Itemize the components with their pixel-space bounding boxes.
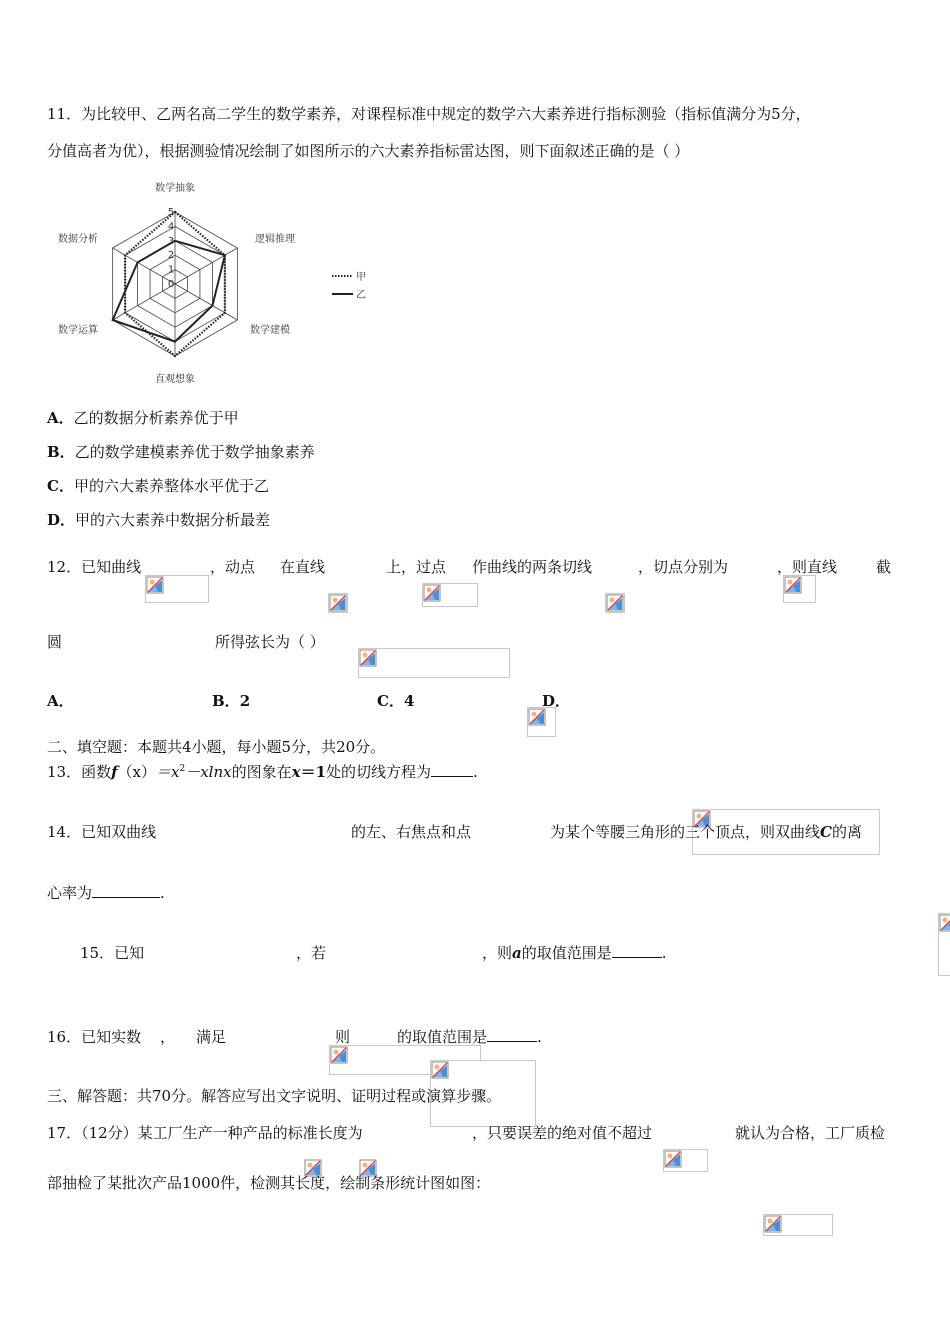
q15-t3: ，则 [482,944,513,962]
q16-comma: ， [160,1028,176,1046]
formula-image [527,707,556,737]
q12-text-8: 截 [876,558,892,576]
axis-label: 数学建模 [250,325,290,336]
axis-label: 数据分析 [58,234,98,245]
q17-text-3: 就认为合格，工厂质检 [735,1124,886,1142]
broken-image-icon [329,594,347,612]
q16-text-4 [397,1026,542,1047]
q14-t3: 为某个等腰三角形的三个顶点，则双曲线 [550,823,821,841]
tick-label: 2 [167,250,175,262]
q12-text-10: 所得弦长为（ ） [215,633,325,651]
answer-blank [612,943,662,958]
formula-image [663,1149,708,1172]
q13-f: f [111,763,118,781]
q14-line2 [47,882,165,903]
q12-text-5: 作曲线的两条切线 [472,558,593,576]
formula-image [145,575,209,603]
option-letter: D． [542,692,571,710]
q14-text-1: 14．已知双曲线 [47,823,157,841]
q15-text-3 [482,942,667,963]
q12-text-2: ，动点 [210,558,256,576]
q11-line2: 分值高者为优），根据测验情况绘制了如图所示的六大素养指标雷达图，则下面叙述正确的是（ ） [47,142,690,160]
q17-text-1: 17．（12分）某工厂生产一种产品的标准长度为 [47,1124,363,1142]
formula-image [422,583,478,607]
q13-x1: （x） [117,763,157,781]
broken-image-icon [146,576,164,594]
tick-label: 5 [167,207,175,218]
q12-option-b [212,690,250,711]
q14-text-2: 的左、右焦点和点 [351,823,472,841]
q12-text-3: 在直线 [280,558,326,576]
broken-image-icon [939,914,950,932]
formula-image [358,648,510,678]
option-letter: A． [47,409,74,427]
tick-label: 4 [167,221,175,233]
q16-text-2: 满足 [196,1028,227,1046]
q16-text-3: 则 [335,1028,351,1046]
q16-end: . [537,1028,542,1046]
option-letter: C． [47,477,74,495]
q15-text-1: 15．已知 [80,944,145,962]
option-text: 乙的数据分析素养优于甲 [73,409,239,427]
broken-image-icon [784,576,802,594]
section-2-heading: 二、填空题：本题共4小题，每小题5分，共20分。 [47,738,386,756]
axis-label: 数学运算 [58,325,98,336]
formula-image [328,593,348,613]
q15-text-2: ，若 [296,944,327,962]
q12-text-7: ，则直线 [777,558,838,576]
q13-eq: ＝x [156,763,180,781]
q12-option-c [377,690,414,711]
grid-spoke [175,248,237,284]
q13-rest: －xlnx [185,763,232,781]
radar-chart [40,176,380,388]
option-letter: A． [47,692,74,710]
option-text: 4 [403,692,415,710]
broken-image-icon [664,1150,682,1168]
option-letter: C． [377,692,404,710]
legend-label: 甲 [356,272,366,283]
broken-image-icon [431,1061,449,1079]
q11-option-c [47,475,269,496]
option-text: 2 [239,692,251,710]
q17-line2: 部抽检了某批次产品1000件，检测其长度，绘制条形统计图如图： [47,1174,491,1192]
axis-label: 直观想象 [155,374,195,385]
q13-end: . [473,763,478,781]
q16-text-1: 16．已知实数 [47,1028,142,1046]
option-letter: D． [47,511,76,529]
formula-image [783,575,816,603]
q14-t4: 的离 [831,823,862,841]
axis-label: 数学抽象 [155,183,195,194]
broken-image-icon [359,649,377,667]
grid-spoke [113,284,175,320]
q17-text-2: ，只要误差的绝对值不超过 [472,1124,653,1142]
q16-t4: 的取值范围是 [397,1028,488,1046]
answer-blank [431,762,473,777]
broken-image-icon [423,584,441,602]
q14-end: . [160,884,165,902]
q13-eq1: ＝1 [300,763,327,781]
tick-label: 0 [167,279,175,290]
broken-image-icon [606,594,624,612]
tick-label: 3 [167,235,175,247]
q14-t5: 心率为 [47,884,93,902]
q12-option-d [542,690,570,711]
q13-line [47,761,478,782]
broken-image-icon [764,1215,782,1233]
q12-option-a [47,690,74,711]
q15-a: a [512,944,522,962]
q11-option-a [47,407,239,428]
grid-spoke [175,284,237,320]
legend-label: 乙 [356,290,366,301]
option-letter: B． [47,443,75,461]
q15-end: . [661,944,667,962]
grid-spoke [113,248,175,284]
q14-text-3 [550,821,862,842]
answer-blank [92,883,160,898]
q12-text-9: 圆 [47,633,63,651]
q11-option-d [47,509,270,530]
tick-label: 1 [167,264,175,276]
formula-image [763,1214,833,1236]
q15-t4: 的取值范围是 [521,944,612,962]
option-text: 甲的六大素养整体水平优于乙 [73,477,269,495]
q13-x2: x [291,763,301,781]
section-3-heading: 三、解答题：共70分。解答应写出文字说明、证明过程或演算步骤。 [47,1087,502,1105]
broken-image-icon [330,1046,348,1064]
q12-text-1: 12．已知曲线 [47,558,142,576]
option-text: 甲的六大素养中数据分析最差 [75,511,271,529]
axis-label: 逻辑推理 [255,234,295,245]
q12-text-6: ，切点分别为 [638,558,729,576]
q13-mid: 的图象在 [231,763,292,781]
q13-sup: 2 [179,764,186,774]
q11-line1: 11．为比较甲、乙两名高二学生的数学素养，对课程标准中规定的数学六大素养进行指标测验（指标值满分为5分， [47,105,811,123]
answer-blank [487,1027,537,1042]
q13-prefix: 13．函数 [47,763,112,781]
formula-image [605,593,625,613]
q13-tail: 处的切线方程为 [326,763,432,781]
q12-text-4: 上，过点 [386,558,447,576]
option-text: 乙的数学建模素养优于数学抽象素养 [74,443,315,461]
q11-option-b [47,441,315,462]
option-letter: B． [212,692,240,710]
q14-C: C [820,823,832,841]
formula-image [938,913,950,976]
